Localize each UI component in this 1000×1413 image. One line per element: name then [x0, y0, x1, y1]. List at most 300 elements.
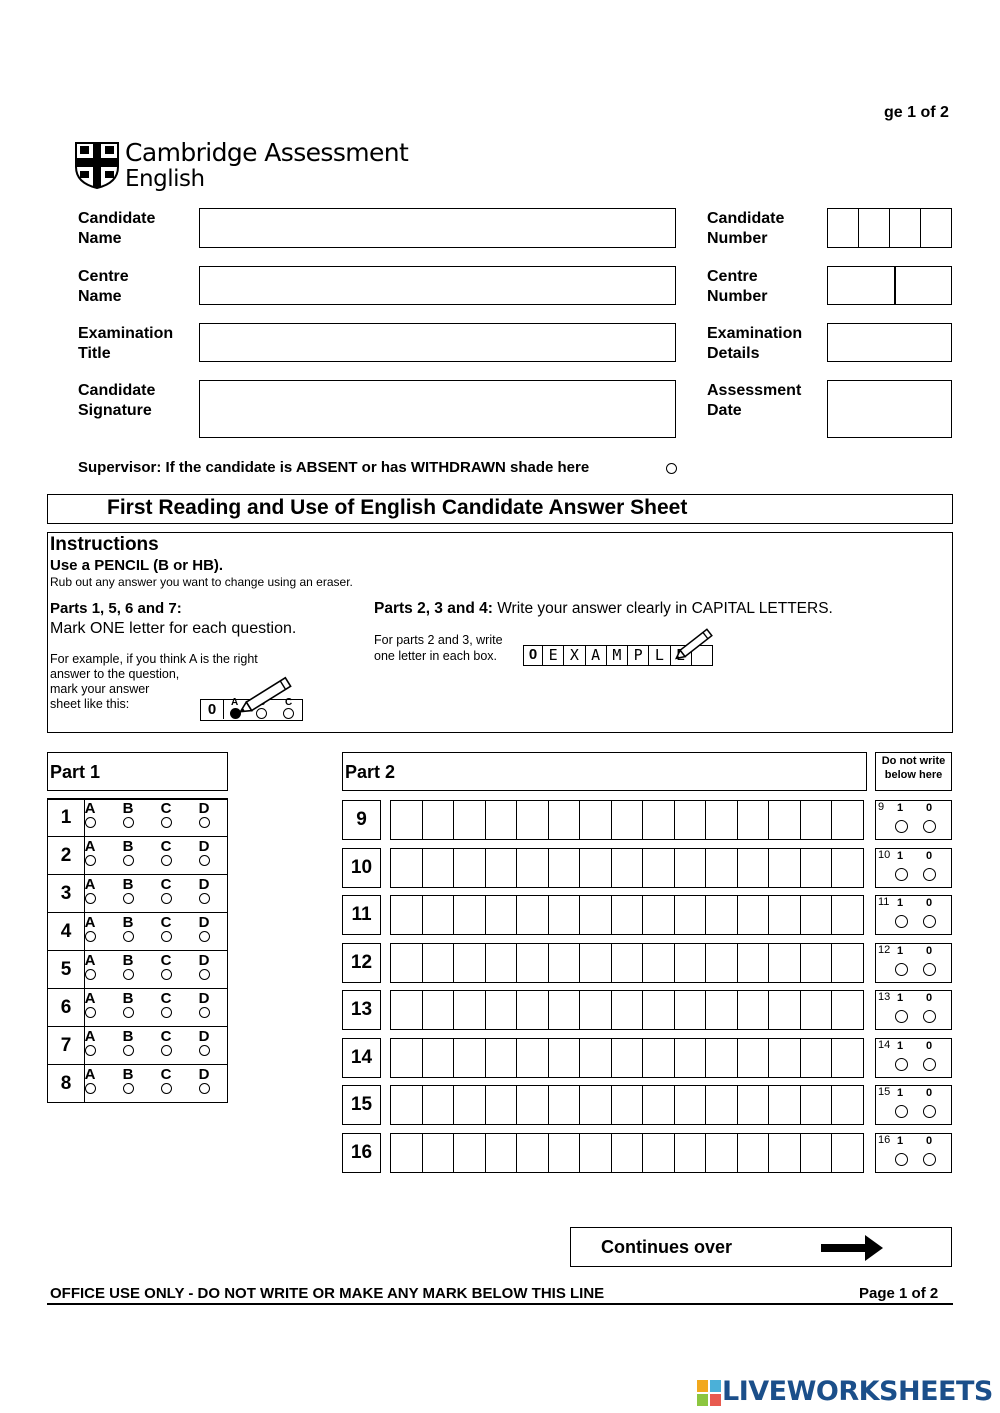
part2-answer-boxes[interactable] — [390, 943, 864, 983]
letter-box[interactable] — [643, 1039, 675, 1077]
letter-box[interactable] — [643, 991, 675, 1029]
option-letter: B — [122, 990, 134, 1007]
part1-option[interactable] — [78, 839, 102, 869]
letter-box[interactable] — [454, 1134, 486, 1172]
answer-bubble[interactable] — [85, 1007, 96, 1018]
office-use-line — [47, 1303, 953, 1305]
letter-box[interactable] — [706, 896, 738, 934]
letter-box[interactable] — [675, 849, 707, 887]
letter-box[interactable] — [391, 801, 423, 839]
part1-option[interactable] — [154, 839, 178, 869]
part2-answer-boxes[interactable] — [390, 800, 864, 840]
centre-name-label: Centre Name — [78, 268, 129, 305]
candidate-number-label: Candidate Number — [707, 210, 785, 247]
letter-box[interactable] — [391, 991, 423, 1029]
answer-bubble[interactable] — [85, 1045, 96, 1056]
score-zero-bubble — [923, 915, 936, 928]
mark-question-number: 15 — [878, 1086, 891, 1098]
part1-question-row — [47, 1027, 228, 1065]
sheet-title: First Reading and Use of English Candidate Answer Sheet — [107, 496, 688, 519]
candidate-number-field[interactable] — [827, 208, 952, 248]
eraser-instruction: Rub out any answer you want to change using an eraser. — [50, 575, 353, 589]
part1-option[interactable] — [192, 915, 216, 945]
part1-option[interactable] — [116, 1067, 140, 1097]
answer-bubble[interactable] — [123, 931, 134, 942]
letter-box[interactable] — [391, 1039, 423, 1077]
part2-answer-boxes[interactable] — [390, 1085, 864, 1125]
letter-box[interactable] — [517, 801, 549, 839]
score-zero-label: 0 — [926, 992, 933, 1004]
part2-answer-boxes[interactable] — [390, 895, 864, 935]
part1-question-row — [47, 1065, 228, 1103]
letter-box[interactable] — [486, 896, 518, 934]
answer-bubble[interactable] — [123, 855, 134, 866]
letter-box[interactable] — [832, 1039, 863, 1077]
letter-box[interactable] — [769, 944, 801, 982]
letter-box[interactable] — [675, 944, 707, 982]
letter-box[interactable] — [643, 1134, 675, 1172]
letter-box[interactable] — [517, 849, 549, 887]
part1-option[interactable] — [78, 877, 102, 907]
answer-bubble[interactable] — [199, 1045, 210, 1056]
letter-box[interactable] — [423, 801, 455, 839]
part2-answer-boxes[interactable] — [390, 1133, 864, 1173]
letter-box[interactable] — [580, 1086, 612, 1124]
letter-box[interactable] — [517, 1134, 549, 1172]
letter-box[interactable] — [612, 1039, 644, 1077]
letter-box[interactable] — [738, 896, 770, 934]
option-letter: A — [84, 990, 96, 1007]
letter-box[interactable] — [580, 849, 612, 887]
part1-option[interactable] — [116, 1029, 140, 1059]
parts-a-text: Mark ONE letter for each question. — [50, 620, 297, 637]
letter-box[interactable] — [517, 944, 549, 982]
letter-box[interactable] — [391, 849, 423, 887]
letter-box[interactable] — [675, 801, 707, 839]
answer-bubble[interactable] — [161, 893, 172, 904]
letter-box[interactable] — [580, 1134, 612, 1172]
score-zero-bubble — [923, 1105, 936, 1118]
letter-box[interactable] — [580, 991, 612, 1029]
letter-box[interactable] — [517, 896, 549, 934]
part1-question-number: 1 — [48, 799, 85, 836]
example-b-box: 0 E X A M P L — [523, 645, 713, 666]
part1-option[interactable] — [78, 991, 102, 1021]
part1-option[interactable] — [78, 953, 102, 983]
answer-bubble[interactable] — [161, 1045, 172, 1056]
letter-box[interactable] — [549, 1039, 581, 1077]
letter-box[interactable] — [675, 1134, 707, 1172]
answer-bubble[interactable] — [199, 931, 210, 942]
letter-box[interactable] — [612, 944, 644, 982]
letter-box[interactable] — [423, 991, 455, 1029]
instructions-heading: Instructions — [50, 534, 159, 555]
mark-question-number: 14 — [878, 1038, 891, 1051]
answer-bubble[interactable] — [123, 1045, 134, 1056]
letter-box[interactable] — [801, 1086, 833, 1124]
letter-box[interactable] — [612, 991, 644, 1029]
examiner-mark-box — [875, 990, 952, 1030]
letter-box[interactable] — [706, 1039, 738, 1077]
answer-bubble[interactable] — [123, 817, 134, 828]
centre-number-label: Centre Number — [707, 268, 768, 305]
part1-option[interactable] — [78, 915, 102, 945]
option-letter: A — [84, 914, 96, 931]
letter-box[interactable] — [738, 1134, 770, 1172]
part1-option[interactable] — [78, 801, 102, 831]
part1-option[interactable] — [154, 915, 178, 945]
letter-box[interactable] — [486, 1086, 518, 1124]
option-letter: D — [198, 876, 210, 893]
part2-question-number: 15 — [342, 1085, 381, 1125]
letter-box[interactable] — [486, 991, 518, 1029]
letter-box[interactable] — [769, 1086, 801, 1124]
answer-bubble[interactable] — [161, 931, 172, 942]
letter-box[interactable] — [769, 1039, 801, 1077]
score-zero-label: 0 — [926, 897, 933, 909]
part1-option[interactable] — [192, 877, 216, 907]
score-zero-bubble — [923, 1010, 936, 1023]
assessment-date-label: Assessment Date — [707, 382, 802, 419]
answer-bubble[interactable] — [85, 931, 96, 942]
letter-box[interactable] — [517, 1086, 549, 1124]
part1-option[interactable] — [116, 839, 140, 869]
letter-box[interactable] — [738, 801, 770, 839]
letter-box[interactable] — [801, 801, 833, 839]
score-one-bubble — [895, 963, 908, 976]
part1-question-number: 7 — [48, 1027, 85, 1064]
letter-box[interactable] — [423, 1086, 455, 1124]
answer-bubble[interactable] — [123, 969, 134, 980]
letter-box[interactable] — [832, 991, 863, 1029]
letter-box[interactable] — [391, 1086, 423, 1124]
letter-box[interactable] — [801, 991, 833, 1029]
letter-box[interactable] — [769, 801, 801, 839]
letter-box[interactable] — [643, 896, 675, 934]
answer-bubble[interactable] — [199, 855, 210, 866]
part1-option[interactable] — [192, 991, 216, 1021]
letter-box[interactable] — [391, 896, 423, 934]
letter-box[interactable] — [423, 1039, 455, 1077]
option-letter: B — [122, 800, 134, 817]
letter-box[interactable] — [486, 849, 518, 887]
letter-box[interactable] — [769, 1134, 801, 1172]
supervisor-instruction: Supervisor: If the candidate is ABSENT or has WITHDRAWN shade here — [78, 459, 590, 476]
letter-box[interactable] — [454, 944, 486, 982]
answer-bubble[interactable] — [199, 817, 210, 828]
part1-option[interactable] — [154, 991, 178, 1021]
part1-option[interactable] — [192, 1067, 216, 1097]
letter-box[interactable] — [675, 991, 707, 1029]
score-one-label: 1 — [897, 1039, 904, 1052]
score-one-bubble — [895, 1105, 908, 1118]
sheet-title-box — [47, 494, 953, 524]
letter-box[interactable] — [391, 1134, 423, 1172]
letter-box[interactable] — [517, 991, 549, 1029]
continues-over-box — [570, 1227, 952, 1267]
option-letter: A — [84, 876, 96, 893]
letter-box[interactable] — [454, 991, 486, 1029]
liveworksheets-watermark: LIVEWORKSHEETS — [722, 1376, 993, 1407]
letter-box[interactable] — [801, 849, 833, 887]
mark-question-number: 16 — [878, 1133, 891, 1146]
letter-box[interactable] — [517, 1039, 549, 1077]
instructions-panel — [47, 532, 953, 733]
part2-answer-boxes[interactable] — [390, 1038, 864, 1078]
part1-option[interactable] — [116, 877, 140, 907]
part1-option[interactable] — [154, 953, 178, 983]
centre-name-field[interactable] — [199, 266, 676, 305]
answer-bubble[interactable] — [161, 855, 172, 866]
part1-option[interactable] — [192, 839, 216, 869]
option-letter: B — [122, 838, 134, 855]
letter-box[interactable] — [580, 896, 612, 934]
score-zero-bubble — [923, 868, 936, 881]
pencil-instruction: Use a PENCIL (B or HB). — [50, 557, 224, 574]
score-zero-label: 0 — [926, 1039, 933, 1052]
examiner-mark-box — [875, 1038, 952, 1078]
letter-box[interactable] — [832, 849, 863, 887]
letter-box[interactable] — [801, 1039, 833, 1077]
letter-box[interactable] — [832, 1134, 863, 1172]
examination-title-label: Examination Title — [78, 325, 174, 362]
part1-question-row — [47, 875, 228, 913]
letter-box[interactable] — [643, 1086, 675, 1124]
parts-b-line: Parts 2, 3 and 4: Write your answer clearly in CAPITAL LETTERS. — [374, 600, 833, 617]
pencil-a-icon — [234, 673, 304, 722]
letter-box[interactable] — [801, 896, 833, 934]
option-letter: C — [160, 1066, 172, 1083]
letter-box[interactable] — [423, 1134, 455, 1172]
answer-bubble[interactable] — [85, 1083, 96, 1094]
part1-question-number: 3 — [48, 875, 85, 912]
letter-box[interactable] — [486, 1134, 518, 1172]
score-one-bubble — [895, 1153, 908, 1166]
answer-bubble[interactable] — [123, 1083, 134, 1094]
answer-bubble[interactable] — [161, 1007, 172, 1018]
letter-box[interactable] — [486, 1039, 518, 1077]
option-letter: B — [122, 1066, 134, 1083]
letter-box[interactable] — [454, 1039, 486, 1077]
absent-withdrawn-bubble[interactable] — [666, 463, 677, 474]
example-a-text: For example, if you think A is the right answer to the question, mark your answer sheet like this: — [50, 652, 258, 711]
part1-option[interactable] — [116, 953, 140, 983]
letter-box[interactable] — [580, 944, 612, 982]
candidate-signature-field[interactable] — [199, 380, 676, 438]
letter-box[interactable] — [832, 1086, 863, 1124]
letter-box[interactable] — [454, 896, 486, 934]
letter-box[interactable] — [675, 896, 707, 934]
letter-box[interactable] — [738, 1039, 770, 1077]
answer-bubble[interactable] — [161, 969, 172, 980]
letter-box[interactable] — [454, 849, 486, 887]
option-letter: B — [122, 876, 134, 893]
option-letter: B — [122, 1028, 134, 1045]
part2-answer-boxes[interactable] — [390, 990, 864, 1030]
answer-bubble[interactable] — [161, 817, 172, 828]
candidate-name-field[interactable] — [199, 208, 676, 248]
option-letter: D — [198, 990, 210, 1007]
part2-header — [342, 752, 867, 791]
letter-box[interactable] — [769, 896, 801, 934]
letter-box[interactable] — [706, 801, 738, 839]
examiner-mark-box — [875, 1133, 952, 1173]
letter-box[interactable] — [769, 991, 801, 1029]
answer-bubble[interactable] — [85, 893, 96, 904]
logo-line1: Cambridge Assessment — [125, 138, 409, 167]
answer-bubble[interactable] — [85, 855, 96, 866]
letter-box[interactable] — [738, 944, 770, 982]
letter-box[interactable] — [738, 1086, 770, 1124]
parts-a-heading: Parts 1, 5, 6 and 7: — [50, 600, 182, 617]
part1-question-row — [47, 837, 228, 875]
score-zero-label: 0 — [926, 1134, 933, 1147]
part1-option[interactable] — [154, 1029, 178, 1059]
part1-question-row — [47, 989, 228, 1027]
pencil-b-icon — [670, 625, 720, 670]
part1-option[interactable] — [192, 1029, 216, 1059]
part1-option[interactable] — [192, 801, 216, 831]
part2-question-number: 14 — [342, 1038, 381, 1078]
letter-box[interactable] — [643, 801, 675, 839]
letter-box[interactable] — [549, 801, 581, 839]
part2-question-number: 9 — [342, 800, 381, 840]
mark-question-number: 13 — [878, 991, 891, 1003]
part1-option[interactable] — [78, 1029, 102, 1059]
letter-box[interactable] — [580, 1039, 612, 1077]
answer-bubble[interactable] — [199, 1083, 210, 1094]
part1-option[interactable] — [78, 1067, 102, 1097]
letter-box[interactable] — [706, 991, 738, 1029]
letter-box[interactable] — [832, 896, 863, 934]
mark-question-number: 11 — [878, 896, 890, 908]
letter-box[interactable] — [549, 1086, 581, 1124]
examiner-mark-box — [875, 800, 952, 840]
letter-box[interactable] — [612, 1134, 644, 1172]
letter-box[interactable] — [580, 801, 612, 839]
part2-answer-boxes[interactable] — [390, 848, 864, 888]
part2-question-number: 16 — [342, 1133, 381, 1173]
part1-question-number: 2 — [48, 837, 85, 874]
score-one-label: 1 — [897, 849, 904, 862]
part1-question-row — [47, 799, 228, 837]
score-zero-label: 0 — [926, 849, 933, 862]
centre-number-field[interactable] — [827, 266, 952, 305]
cambridge-shield-logo — [74, 141, 120, 189]
answer-bubble[interactable] — [123, 893, 134, 904]
option-letter: D — [198, 838, 210, 855]
answer-bubble[interactable] — [85, 969, 96, 980]
letter-box[interactable] — [486, 944, 518, 982]
letter-box[interactable] — [612, 1086, 644, 1124]
letter-box[interactable] — [769, 849, 801, 887]
answer-bubble[interactable] — [199, 1007, 210, 1018]
answer-bubble[interactable] — [199, 969, 210, 980]
option-letter: A — [84, 1028, 96, 1045]
part1-question-number: 6 — [48, 989, 85, 1026]
option-letter: C — [160, 800, 172, 817]
letter-box[interactable] — [549, 1134, 581, 1172]
letter-box[interactable] — [391, 944, 423, 982]
answer-bubble[interactable] — [161, 1083, 172, 1094]
part1-question-number: 5 — [48, 951, 85, 988]
letter-box[interactable] — [454, 1086, 486, 1124]
examination-title-field[interactable] — [199, 323, 676, 362]
score-zero-bubble — [923, 963, 936, 976]
letter-box[interactable] — [675, 1039, 707, 1077]
part1-question-number: 8 — [48, 1065, 85, 1102]
page-indicator-bottom: Page 1 of 2 — [859, 1285, 939, 1302]
letter-box[interactable] — [706, 849, 738, 887]
letter-box[interactable] — [612, 896, 644, 934]
score-one-bubble — [895, 915, 908, 928]
letter-box[interactable] — [738, 849, 770, 887]
option-letter: D — [198, 1066, 210, 1083]
option-letter: D — [198, 1028, 210, 1045]
letter-box[interactable] — [423, 849, 455, 887]
option-letter: D — [198, 800, 210, 817]
part1-option[interactable] — [116, 801, 140, 831]
part1-option[interactable] — [116, 991, 140, 1021]
letter-box[interactable] — [801, 944, 833, 982]
assessment-date-field[interactable] — [827, 380, 952, 438]
letter-box[interactable] — [643, 849, 675, 887]
letter-box[interactable] — [549, 849, 581, 887]
answer-bubble[interactable] — [123, 1007, 134, 1018]
option-letter: B — [122, 914, 134, 931]
letter-box[interactable] — [612, 849, 644, 887]
letter-box[interactable] — [423, 944, 455, 982]
letter-box[interactable] — [738, 991, 770, 1029]
answer-bubble[interactable] — [199, 893, 210, 904]
letter-box[interactable] — [832, 801, 863, 839]
letter-box[interactable] — [423, 896, 455, 934]
letter-box[interactable] — [706, 1086, 738, 1124]
letter-box[interactable] — [549, 991, 581, 1029]
part1-option[interactable] — [154, 877, 178, 907]
answer-bubble[interactable] — [85, 817, 96, 828]
score-zero-label: 0 — [926, 1087, 933, 1099]
letter-box[interactable] — [706, 1134, 738, 1172]
part1-option[interactable] — [192, 953, 216, 983]
letter-box[interactable] — [832, 944, 863, 982]
mark-question-number: 12 — [878, 943, 891, 956]
letter-box[interactable] — [675, 1086, 707, 1124]
option-letter: C — [160, 952, 172, 969]
examination-details-field[interactable] — [827, 323, 952, 362]
letter-box[interactable] — [801, 1134, 833, 1172]
letter-box[interactable] — [612, 801, 644, 839]
part1-option[interactable] — [116, 915, 140, 945]
letter-box[interactable] — [454, 801, 486, 839]
option-letter: A — [84, 800, 96, 817]
part1-option[interactable] — [154, 801, 178, 831]
letter-box[interactable] — [706, 944, 738, 982]
score-one-bubble — [895, 1010, 908, 1023]
part1-option[interactable] — [154, 1067, 178, 1097]
examination-details-label: Examination Details — [707, 325, 803, 362]
letter-box[interactable] — [549, 896, 581, 934]
letter-box[interactable] — [549, 944, 581, 982]
candidate-name-label: Candidate Name — [78, 210, 156, 247]
letter-box[interactable] — [486, 801, 518, 839]
examiner-mark-box — [875, 943, 952, 983]
part2-question-number: 11 — [342, 895, 381, 935]
score-zero-label: 0 — [926, 802, 933, 814]
score-one-label: 1 — [897, 1087, 904, 1099]
letter-box[interactable] — [643, 944, 675, 982]
part1-question-row — [47, 951, 228, 989]
